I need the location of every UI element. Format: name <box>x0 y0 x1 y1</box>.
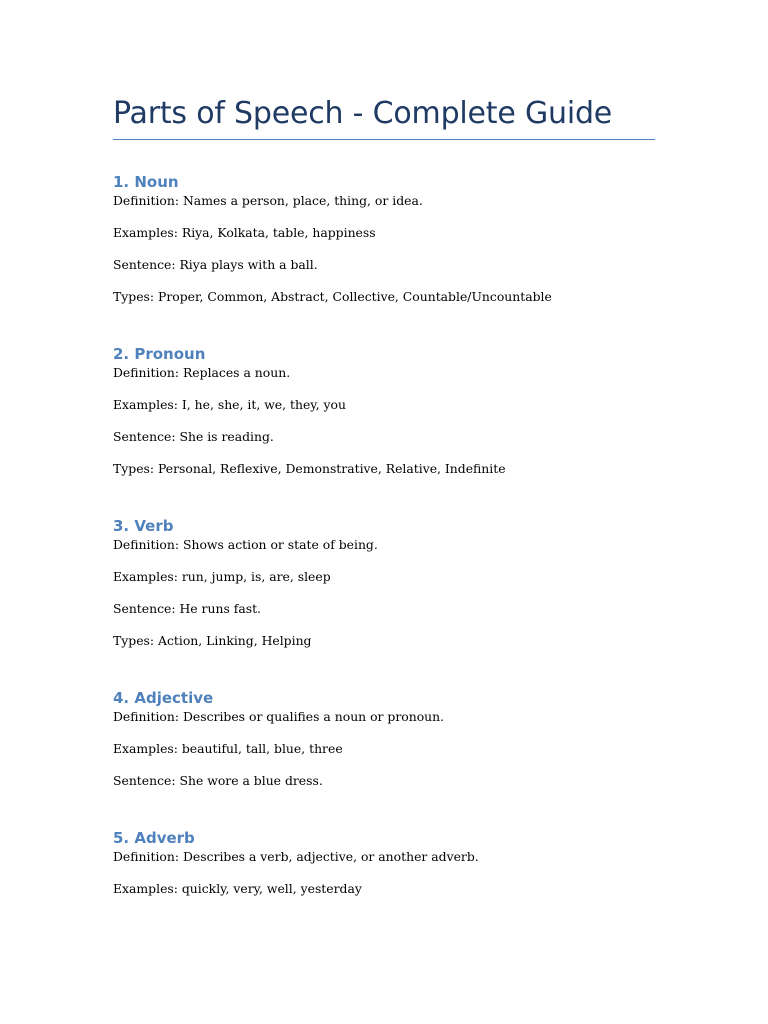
section-noun <box>113 171 655 321</box>
section-types: Types: Proper, Common, Abstract, Collective, Countable/Uncountable <box>113 289 552 304</box>
section-examples: Examples: beautiful, tall, blue, three <box>113 741 343 756</box>
section-sentence: Sentence: Riya plays with a ball. <box>113 257 318 272</box>
section-heading: 2. Pronoun <box>113 345 206 363</box>
section-verb <box>113 515 655 665</box>
section-definition: Definition: Describes or qualifies a noun or pronoun. <box>113 709 445 724</box>
section-examples: Examples: quickly, very, well, yesterday <box>113 881 362 896</box>
section-sentence: Sentence: He runs fast. <box>113 601 261 616</box>
section-pronoun <box>113 343 655 493</box>
section-definition: Definition: Shows action or state of being. <box>113 537 378 552</box>
section-adjective <box>113 687 655 805</box>
section-definition: Definition: Describes a verb, adjective, or another adverb. <box>113 849 479 864</box>
title-underline <box>113 139 655 140</box>
section-examples: Examples: I, he, she, it, we, they, you <box>113 397 346 412</box>
section-heading: 1. Noun <box>113 173 179 191</box>
section-types: Types: Personal, Reflexive, Demonstrative, Relative, Indefinite <box>113 461 506 476</box>
section-heading: 4. Adjective <box>113 689 214 707</box>
section-heading: 3. Verb <box>113 517 174 535</box>
document-title: Parts of Speech - Complete Guide <box>113 96 613 131</box>
section-examples: Examples: Riya, Kolkata, table, happiness <box>113 225 376 240</box>
section-types: Types: Action, Linking, Helping <box>113 633 312 648</box>
section-definition: Definition: Names a person, place, thing, or idea. <box>113 193 423 208</box>
section-adverb <box>113 827 655 913</box>
section-heading: 5. Adverb <box>113 829 195 847</box>
section-sentence: Sentence: She wore a blue dress. <box>113 773 323 788</box>
section-examples: Examples: run, jump, is, are, sleep <box>113 569 331 584</box>
section-definition: Definition: Replaces a noun. <box>113 365 291 380</box>
section-sentence: Sentence: She is reading. <box>113 429 274 444</box>
